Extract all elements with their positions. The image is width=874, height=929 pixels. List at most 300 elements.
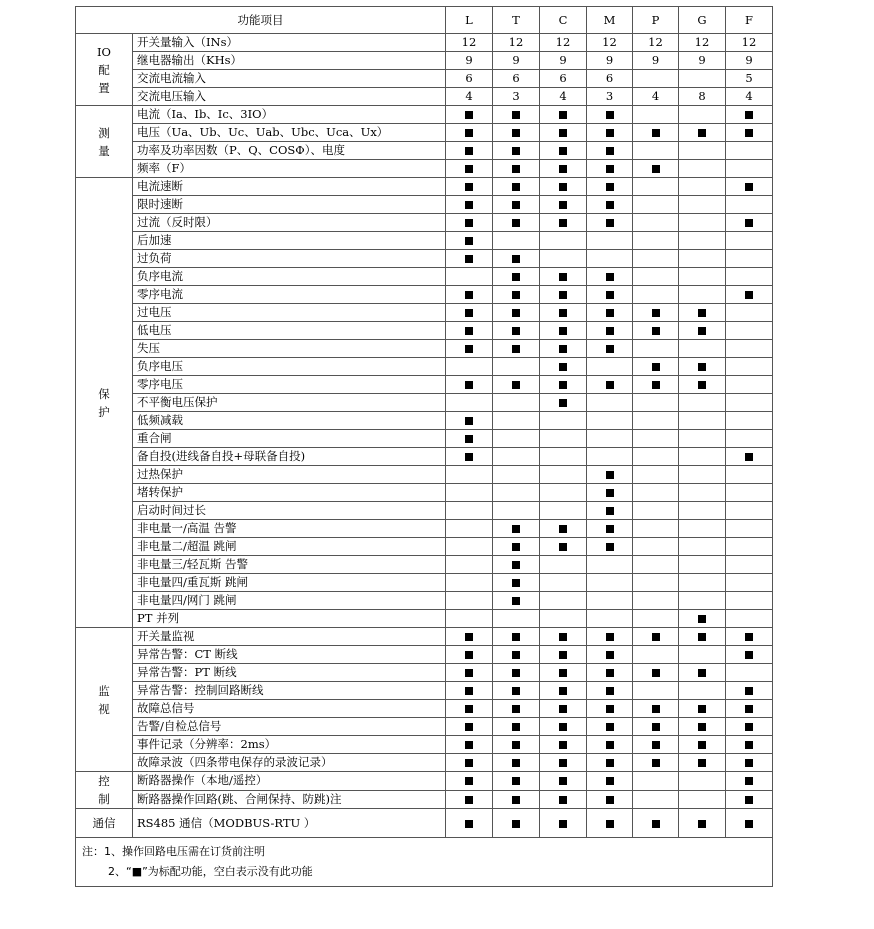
table-row — [76, 520, 773, 538]
cell-p: 12 — [633, 34, 679, 52]
cell-m — [587, 394, 633, 412]
table-row — [76, 250, 773, 268]
cell-l — [446, 736, 493, 754]
cell-l — [446, 196, 493, 214]
cell-c — [540, 250, 587, 268]
cell-m — [587, 124, 633, 142]
cell-g — [679, 809, 726, 838]
cell-t — [493, 196, 540, 214]
header-model-l: L — [446, 7, 493, 34]
cell-c — [540, 196, 587, 214]
cell-l — [446, 430, 493, 448]
standard-feature-mark — [559, 183, 567, 191]
cell-l: 12 — [446, 34, 493, 52]
cell-m — [587, 772, 633, 791]
row-label: 非电量一/高温 告警 — [133, 520, 446, 538]
standard-feature-mark — [606, 111, 614, 119]
cell-g — [679, 646, 726, 664]
cell-f — [726, 809, 773, 838]
cell-t — [493, 556, 540, 574]
cell-f — [726, 646, 773, 664]
row-label: 断路器操作回路(跳、合闸保持、防跳)注 — [133, 790, 446, 809]
row-label: 电压（Ua、Ub、Uc、Uab、Ubc、Uca、Ux） — [133, 124, 446, 142]
group-label-char: 控 — [98, 774, 110, 788]
row-label: 交流电压输入 — [133, 88, 446, 106]
cell-m — [587, 232, 633, 250]
row-label: 堵转保护 — [133, 484, 446, 502]
cell-g — [679, 700, 726, 718]
cell-l — [446, 142, 493, 160]
standard-feature-mark — [606, 381, 614, 389]
cell-c — [540, 809, 587, 838]
standard-feature-mark — [512, 597, 520, 605]
standard-feature-mark — [465, 255, 473, 263]
table-row — [76, 754, 773, 772]
group-label — [76, 106, 133, 178]
cell-l — [446, 664, 493, 682]
standard-feature-mark — [652, 705, 660, 713]
group-label-char: 测 — [98, 125, 110, 140]
standard-feature-mark — [606, 129, 614, 137]
cell-t: 3 — [493, 88, 540, 106]
table-row — [76, 358, 773, 376]
cell-p — [633, 196, 679, 214]
row-label: 零序电压 — [133, 376, 446, 394]
cell-p — [633, 124, 679, 142]
cell-g — [679, 502, 726, 520]
cell-g — [679, 286, 726, 304]
cell-g — [679, 538, 726, 556]
standard-feature-mark — [606, 471, 614, 479]
standard-feature-mark — [512, 669, 520, 677]
table-row — [76, 736, 773, 754]
row-label: 过负荷 — [133, 250, 446, 268]
cell-g — [679, 70, 726, 88]
standard-feature-mark — [698, 820, 706, 828]
cell-l — [446, 358, 493, 376]
row-label: 功率及功率因数（P、Q、COSΦ）、电度 — [133, 142, 446, 160]
standard-feature-mark — [559, 129, 567, 137]
row-label: 零序电流 — [133, 286, 446, 304]
standard-feature-mark — [698, 363, 706, 371]
function-table — [75, 6, 773, 887]
group-label-char: 制 — [98, 792, 110, 806]
table-row — [76, 610, 773, 628]
cell-t — [493, 538, 540, 556]
cell-c — [540, 142, 587, 160]
standard-feature-mark — [698, 309, 706, 317]
cell-f — [726, 250, 773, 268]
cell-c — [540, 430, 587, 448]
cell-m — [587, 502, 633, 520]
cell-c — [540, 736, 587, 754]
note-1: 注：1、操作回路电压需在订货前注明 — [82, 845, 265, 858]
cell-p — [633, 682, 679, 700]
row-label: 事件记录（分辨率：2ms） — [133, 736, 446, 754]
row-label: 交流电流输入 — [133, 70, 446, 88]
standard-feature-mark — [512, 741, 520, 749]
cell-g — [679, 160, 726, 178]
standard-feature-mark — [512, 525, 520, 533]
cell-f — [726, 790, 773, 809]
group-label-char: 视 — [98, 701, 110, 716]
row-label: 负序电流 — [133, 268, 446, 286]
table-row — [76, 646, 773, 664]
cell-l — [446, 592, 493, 610]
standard-feature-mark — [606, 147, 614, 155]
cell-c — [540, 448, 587, 466]
table-row — [76, 700, 773, 718]
cell-p — [633, 322, 679, 340]
cell-f: 4 — [726, 88, 773, 106]
standard-feature-mark — [745, 219, 753, 227]
cell-m — [587, 448, 633, 466]
standard-feature-mark — [559, 759, 567, 767]
standard-feature-mark — [465, 796, 473, 804]
row-label: 告警/自检总信号 — [133, 718, 446, 736]
row-label: 过流（反时限） — [133, 214, 446, 232]
cell-f — [726, 214, 773, 232]
cell-c — [540, 178, 587, 196]
cell-l — [446, 250, 493, 268]
cell-p — [633, 664, 679, 682]
cell-f — [726, 448, 773, 466]
cell-t — [493, 250, 540, 268]
table-row — [76, 664, 773, 682]
cell-l — [446, 304, 493, 322]
table-row — [76, 376, 773, 394]
cell-g — [679, 358, 726, 376]
cell-l — [446, 610, 493, 628]
cell-g: 8 — [679, 88, 726, 106]
cell-f — [726, 304, 773, 322]
standard-feature-mark — [559, 723, 567, 731]
cell-f — [726, 772, 773, 791]
standard-feature-mark — [606, 741, 614, 749]
row-label: 开关量输入（INs） — [133, 34, 446, 52]
group-label-char: 保 — [98, 386, 110, 401]
cell-p — [633, 520, 679, 538]
cell-l — [446, 178, 493, 196]
cell-l — [446, 160, 493, 178]
cell-g — [679, 412, 726, 430]
row-label: 非电量二/超温 跳闸 — [133, 538, 446, 556]
cell-t — [493, 286, 540, 304]
row-label: 异常告警：PT 断线 — [133, 664, 446, 682]
cell-f — [726, 700, 773, 718]
standard-feature-mark — [652, 165, 660, 173]
cell-c — [540, 628, 587, 646]
standard-feature-mark — [512, 633, 520, 641]
table-row — [76, 394, 773, 412]
standard-feature-mark — [606, 489, 614, 497]
cell-c — [540, 322, 587, 340]
cell-c — [540, 304, 587, 322]
cell-p: 4 — [633, 88, 679, 106]
table-row — [76, 142, 773, 160]
standard-feature-mark — [465, 183, 473, 191]
cell-f — [726, 556, 773, 574]
cell-f — [726, 430, 773, 448]
cell-m — [587, 700, 633, 718]
cell-m — [587, 574, 633, 592]
cell-f — [726, 160, 773, 178]
standard-feature-mark — [606, 507, 614, 515]
cell-p — [633, 646, 679, 664]
cell-t — [493, 304, 540, 322]
cell-l — [446, 502, 493, 520]
cell-g — [679, 124, 726, 142]
cell-m — [587, 214, 633, 232]
cell-f — [726, 736, 773, 754]
cell-g — [679, 574, 726, 592]
cell-g — [679, 484, 726, 502]
cell-p — [633, 106, 679, 124]
standard-feature-mark — [606, 165, 614, 173]
cell-t — [493, 412, 540, 430]
table-row — [76, 556, 773, 574]
cell-f — [726, 376, 773, 394]
cell-l — [446, 646, 493, 664]
standard-feature-mark — [559, 741, 567, 749]
cell-f: 12 — [726, 34, 773, 52]
cell-c: 6 — [540, 70, 587, 88]
cell-l — [446, 322, 493, 340]
cell-t — [493, 664, 540, 682]
cell-p — [633, 250, 679, 268]
cell-f — [726, 502, 773, 520]
cell-f — [726, 268, 773, 286]
cell-l — [446, 412, 493, 430]
cell-p — [633, 592, 679, 610]
standard-feature-mark — [512, 111, 520, 119]
cell-t — [493, 754, 540, 772]
cell-m — [587, 430, 633, 448]
standard-feature-mark — [606, 796, 614, 804]
cell-t — [493, 430, 540, 448]
cell-m — [587, 160, 633, 178]
cell-c — [540, 124, 587, 142]
standard-feature-mark — [512, 201, 520, 209]
row-label: 后加速 — [133, 232, 446, 250]
cell-l: 9 — [446, 52, 493, 70]
cell-m — [587, 142, 633, 160]
cell-m — [587, 376, 633, 394]
cell-c — [540, 214, 587, 232]
row-label: 低频减载 — [133, 412, 446, 430]
cell-t — [493, 646, 540, 664]
cell-t — [493, 502, 540, 520]
cell-g — [679, 736, 726, 754]
cell-p — [633, 466, 679, 484]
cell-m — [587, 610, 633, 628]
cell-c — [540, 268, 587, 286]
standard-feature-mark — [512, 327, 520, 335]
standard-feature-mark — [559, 381, 567, 389]
row-label: 低电压 — [133, 322, 446, 340]
row-label: 异常告警：CT 断线 — [133, 646, 446, 664]
cell-g — [679, 322, 726, 340]
cell-t — [493, 160, 540, 178]
cell-t — [493, 124, 540, 142]
standard-feature-mark — [652, 327, 660, 335]
cell-p — [633, 160, 679, 178]
group-label — [76, 809, 133, 838]
cell-g — [679, 106, 726, 124]
cell-f — [726, 124, 773, 142]
standard-feature-mark — [698, 615, 706, 623]
row-label: 断路器操作（本地/遥控） — [133, 772, 446, 791]
table-row — [76, 196, 773, 214]
cell-c — [540, 718, 587, 736]
cell-p — [633, 304, 679, 322]
standard-feature-mark — [606, 669, 614, 677]
standard-feature-mark — [606, 759, 614, 767]
row-label: 过电压 — [133, 304, 446, 322]
standard-feature-mark — [559, 820, 567, 828]
standard-feature-mark — [465, 453, 473, 461]
cell-f — [726, 358, 773, 376]
cell-g — [679, 682, 726, 700]
group-label-char: 监 — [98, 683, 110, 698]
cell-g: 9 — [679, 52, 726, 70]
cell-l — [446, 556, 493, 574]
standard-feature-mark — [512, 723, 520, 731]
cell-p — [633, 754, 679, 772]
standard-feature-mark — [745, 741, 753, 749]
table-row — [76, 538, 773, 556]
cell-f — [726, 394, 773, 412]
standard-feature-mark — [465, 219, 473, 227]
header-model-m: M — [587, 7, 633, 34]
cell-c — [540, 574, 587, 592]
table-row — [76, 466, 773, 484]
cell-p — [633, 718, 679, 736]
cell-m — [587, 736, 633, 754]
cell-f — [726, 178, 773, 196]
cell-c — [540, 646, 587, 664]
standard-feature-mark — [559, 687, 567, 695]
cell-l — [446, 286, 493, 304]
cell-c — [540, 790, 587, 809]
standard-feature-mark — [745, 129, 753, 137]
cell-g — [679, 448, 726, 466]
cell-l — [446, 124, 493, 142]
cell-c — [540, 106, 587, 124]
cell-p — [633, 376, 679, 394]
standard-feature-mark — [606, 705, 614, 713]
cell-c — [540, 556, 587, 574]
cell-t — [493, 592, 540, 610]
standard-feature-mark — [465, 327, 473, 335]
standard-feature-mark — [465, 723, 473, 731]
group-label — [76, 178, 133, 628]
cell-t — [493, 772, 540, 791]
cell-t — [493, 809, 540, 838]
cell-m — [587, 592, 633, 610]
cell-p — [633, 340, 679, 358]
cell-p: 9 — [633, 52, 679, 70]
cell-g — [679, 304, 726, 322]
standard-feature-mark — [606, 723, 614, 731]
standard-feature-mark — [512, 291, 520, 299]
cell-l — [446, 754, 493, 772]
cell-l — [446, 790, 493, 809]
standard-feature-mark — [559, 777, 567, 785]
cell-l — [446, 574, 493, 592]
standard-feature-mark — [652, 741, 660, 749]
cell-f — [726, 628, 773, 646]
cell-p — [633, 538, 679, 556]
standard-feature-mark — [606, 273, 614, 281]
cell-f — [726, 340, 773, 358]
standard-feature-mark — [698, 129, 706, 137]
cell-m — [587, 358, 633, 376]
cell-g — [679, 718, 726, 736]
table-row — [76, 772, 773, 791]
cell-g — [679, 340, 726, 358]
group-label — [76, 34, 133, 106]
cell-p — [633, 394, 679, 412]
cell-f — [726, 466, 773, 484]
standard-feature-mark — [606, 777, 614, 785]
standard-feature-mark — [559, 201, 567, 209]
table-row — [76, 412, 773, 430]
cell-l — [446, 394, 493, 412]
standard-feature-mark — [465, 237, 473, 245]
cell-f — [726, 754, 773, 772]
cell-f — [726, 196, 773, 214]
standard-feature-mark — [606, 633, 614, 641]
cell-g — [679, 592, 726, 610]
cell-c — [540, 394, 587, 412]
cell-m — [587, 286, 633, 304]
standard-feature-mark — [559, 525, 567, 533]
standard-feature-mark — [559, 633, 567, 641]
cell-p — [633, 610, 679, 628]
cell-g — [679, 250, 726, 268]
row-label: PT 并列 — [133, 610, 446, 628]
cell-l — [446, 682, 493, 700]
standard-feature-mark — [606, 820, 614, 828]
cell-f — [726, 232, 773, 250]
cell-f — [726, 322, 773, 340]
cell-t — [493, 718, 540, 736]
cell-t — [493, 106, 540, 124]
standard-feature-mark — [606, 687, 614, 695]
table-row — [76, 502, 773, 520]
standard-feature-mark — [745, 687, 753, 695]
standard-feature-mark — [512, 273, 520, 281]
cell-g — [679, 178, 726, 196]
standard-feature-mark — [465, 165, 473, 173]
standard-feature-mark — [465, 705, 473, 713]
cell-p — [633, 430, 679, 448]
standard-feature-mark — [745, 111, 753, 119]
cell-l — [446, 340, 493, 358]
table-row — [76, 286, 773, 304]
standard-feature-mark — [465, 435, 473, 443]
standard-feature-mark — [465, 687, 473, 695]
notes-row — [76, 838, 773, 887]
cell-l — [446, 268, 493, 286]
standard-feature-mark — [465, 147, 473, 155]
standard-feature-mark — [465, 777, 473, 785]
standard-feature-mark — [698, 705, 706, 713]
cell-p — [633, 502, 679, 520]
standard-feature-mark — [512, 345, 520, 353]
standard-feature-mark — [745, 723, 753, 731]
